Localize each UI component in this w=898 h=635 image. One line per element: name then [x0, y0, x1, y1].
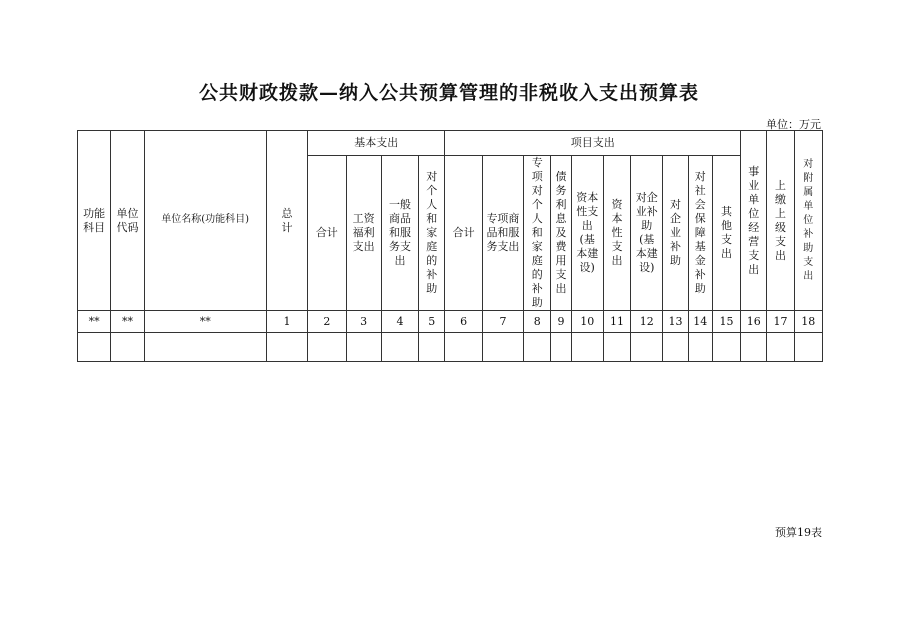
header-project-9: 对社会保障基金补助 — [688, 156, 712, 311]
cell-index: 13 — [663, 311, 688, 333]
header-unit-name: 单位名称(功能科目) — [144, 131, 266, 311]
header-project-7: 对企业补助(基本建设) — [631, 156, 663, 311]
header-project-6: 资本性支出 — [603, 156, 630, 311]
header-basic-2: 工资福利支出 — [346, 156, 381, 311]
header-unit-code: 单位代码 — [111, 131, 144, 311]
header-func-subject: 功能科目 — [78, 131, 111, 311]
table-row-index — [78, 311, 823, 333]
cell-index: 16 — [741, 311, 767, 333]
header-project-2: 专项商品和服务支出 — [482, 156, 523, 311]
cell-index: 4 — [381, 311, 418, 333]
header-project-5: 资本性支出(基本建设) — [571, 156, 603, 311]
header-other-2: 上缴上级支出 — [767, 131, 794, 311]
cell-index: 14 — [688, 311, 712, 333]
header-project-8: 对企业补助 — [663, 156, 688, 311]
cell-index: 15 — [712, 311, 740, 333]
unit-label: 单位：万元 — [766, 118, 821, 131]
cell-index: 7 — [482, 311, 523, 333]
cell-index: 10 — [571, 311, 603, 333]
form-number: 预算19表 — [775, 526, 822, 539]
header-project-4: 债务利息及费用支出 — [551, 156, 571, 311]
cell-index: 8 — [524, 311, 551, 333]
cell-index: 17 — [767, 311, 794, 333]
cell-index: 6 — [445, 311, 482, 333]
header-basic-1: 合计 — [308, 156, 346, 311]
page-title: 公共财政拨款—纳入公共预算管理的非税收入支出预算表 — [198, 82, 699, 104]
header-total: 总计 — [266, 131, 307, 311]
cell-index: 5 — [419, 311, 445, 333]
header-project-1: 合计 — [445, 156, 482, 311]
cell-mark: ** — [111, 311, 144, 333]
cell-index: 11 — [603, 311, 630, 333]
header-project-3: 专项对个人和家庭的补助 — [524, 156, 551, 311]
cell-index: 2 — [308, 311, 346, 333]
header-project-expenditure: 项目支出 — [445, 131, 741, 156]
header-other-3: 对附属单位补助支出 — [794, 131, 822, 311]
header-basic-3: 一般商品和服务支出 — [381, 156, 418, 311]
budget-table — [77, 130, 823, 362]
header-basic-4: 对个人和家庭的补助 — [419, 156, 445, 311]
header-project-10: 其他支出 — [712, 156, 740, 311]
cell-mark: ** — [78, 311, 111, 333]
cell-index: 9 — [551, 311, 571, 333]
cell-index: 1 — [266, 311, 307, 333]
header-other-1: 事业单位经营支出 — [741, 131, 767, 311]
cell-mark: ** — [144, 311, 266, 333]
cell-index: 12 — [631, 311, 663, 333]
header-basic-expenditure: 基本支出 — [308, 131, 445, 156]
cell-index: 3 — [346, 311, 381, 333]
cell-index: 18 — [794, 311, 822, 333]
table-row-empty — [78, 333, 823, 362]
